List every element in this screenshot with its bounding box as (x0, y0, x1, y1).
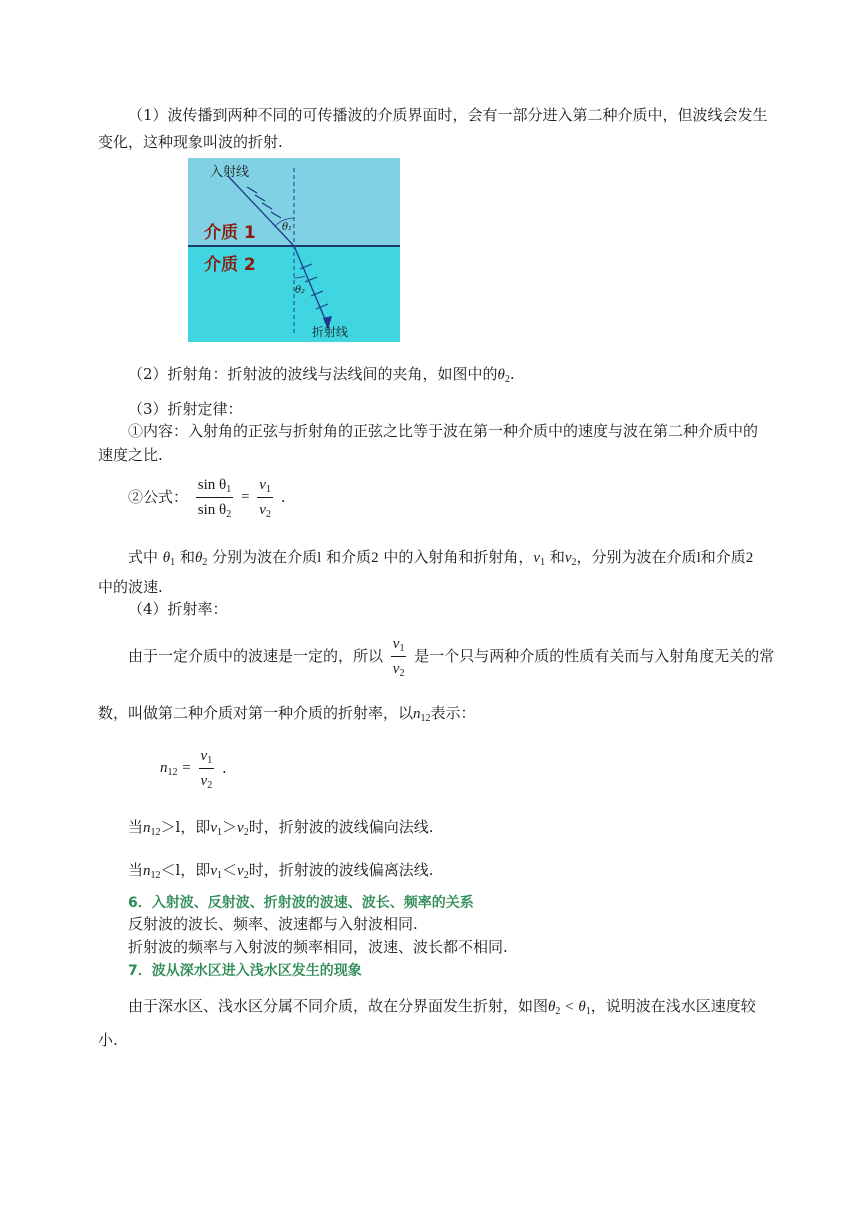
theta1-label: θ₁ (282, 222, 293, 233)
medium-1-label: 介质 1 (204, 223, 256, 243)
paragraph-4a: 由于一定介质中的波速是一定的，所以 $\frac{v_1}{v_2}$ 是一个只与两种介质的性质有关而与入射角度无关的常 (128, 635, 775, 679)
paragraph-3c-line-1: 式中 $\theta_1$ 和$\theta_2$ 分别为波在介质l 和介质2 中的入射角和折射角，$v_1$ 和$v_2$，分别为波在介质l和介质2 (128, 548, 754, 568)
medium-2-label: 介质 2 (204, 255, 256, 275)
paragraph-3a-line-2: 速度之比. (98, 446, 163, 464)
paragraph-3c-line-2: 中的波速. (98, 578, 163, 596)
section-6-heading: 6．入射波、反射波、折射波的波速、波长、频率的关系 (128, 895, 474, 911)
paragraph-2: （2）折射角：折射波的波线与法线间的夹角，如图中的$\theta_2$. (128, 365, 515, 385)
theta2-label: θ₂ (295, 285, 306, 296)
refractive-index-formula: $n_{12}$ = $\frac{v_1}{v_2}$ . (160, 747, 227, 791)
section-6-line-1: 反射波的波长、频率、波速都与入射波相同. (128, 915, 418, 933)
incident-label: 入射线 (210, 165, 250, 180)
paragraph-1-line-1: （1）波传播到两种不同的可传播波的介质界面时，会有一部分进入第二种介质中，但波线会发生 (128, 106, 768, 124)
paragraph-5: 当$n_{12}>l$，即$v_1>v_2$时，折射波的波线偏向法线. (128, 818, 434, 838)
paragraph-4b: 数，叫做第二种介质对第一种介质的折射率，以$n_{12}$表示： (98, 704, 476, 724)
n12-fraction: $\frac{v_1}{v_2}$ (200, 747, 213, 791)
section-7-line-2: 小. (98, 1031, 118, 1049)
paragraph-4: （4）折射率： (128, 600, 228, 618)
paragraph-3a-line-1: ①内容：入射角的正弦与折射角的正弦之比等于波在第一种介质中的速度与波在第二种介质中的 (128, 422, 759, 440)
section-6-line-2: 折射波的频率与入射波的频率相同，波速、波长都不相同. (128, 938, 508, 956)
v1-over-v2-fraction: $\frac{v_1}{v_2}$ (392, 635, 405, 679)
paragraph-6: 当$n_{12}<l$，即$v_1<v_2$时，折射波的波线偏离法线. (128, 861, 434, 881)
paragraph-1-line-2: 变化，这种现象叫波的折射. (98, 133, 283, 151)
paragraph-3b-formula: ②公式： $\frac{\sin \theta_1}{\sin \theta_2}$ = $\frac{v_1}{v_2}$ . (128, 476, 286, 520)
section-7-heading: 7．波从深水区进入浅水区发生的现象 (128, 963, 362, 979)
sin-ratio-fraction: $\frac{\sin \theta_1}{\sin \theta_2}$ (197, 476, 232, 520)
paragraph-3: （3）折射定律： (128, 400, 243, 418)
section-7-line-1: 由于深水区、浅水区分属不同介质，故在分界面发生折射，如图$\theta_2 < \theta_1$，说明波在浅水区速度较 (128, 997, 756, 1017)
refracted-label: 折射线 (312, 325, 349, 339)
refraction-diagram (188, 158, 400, 342)
velocity-ratio-fraction: $\frac{v_1}{v_2}$ (259, 476, 271, 520)
